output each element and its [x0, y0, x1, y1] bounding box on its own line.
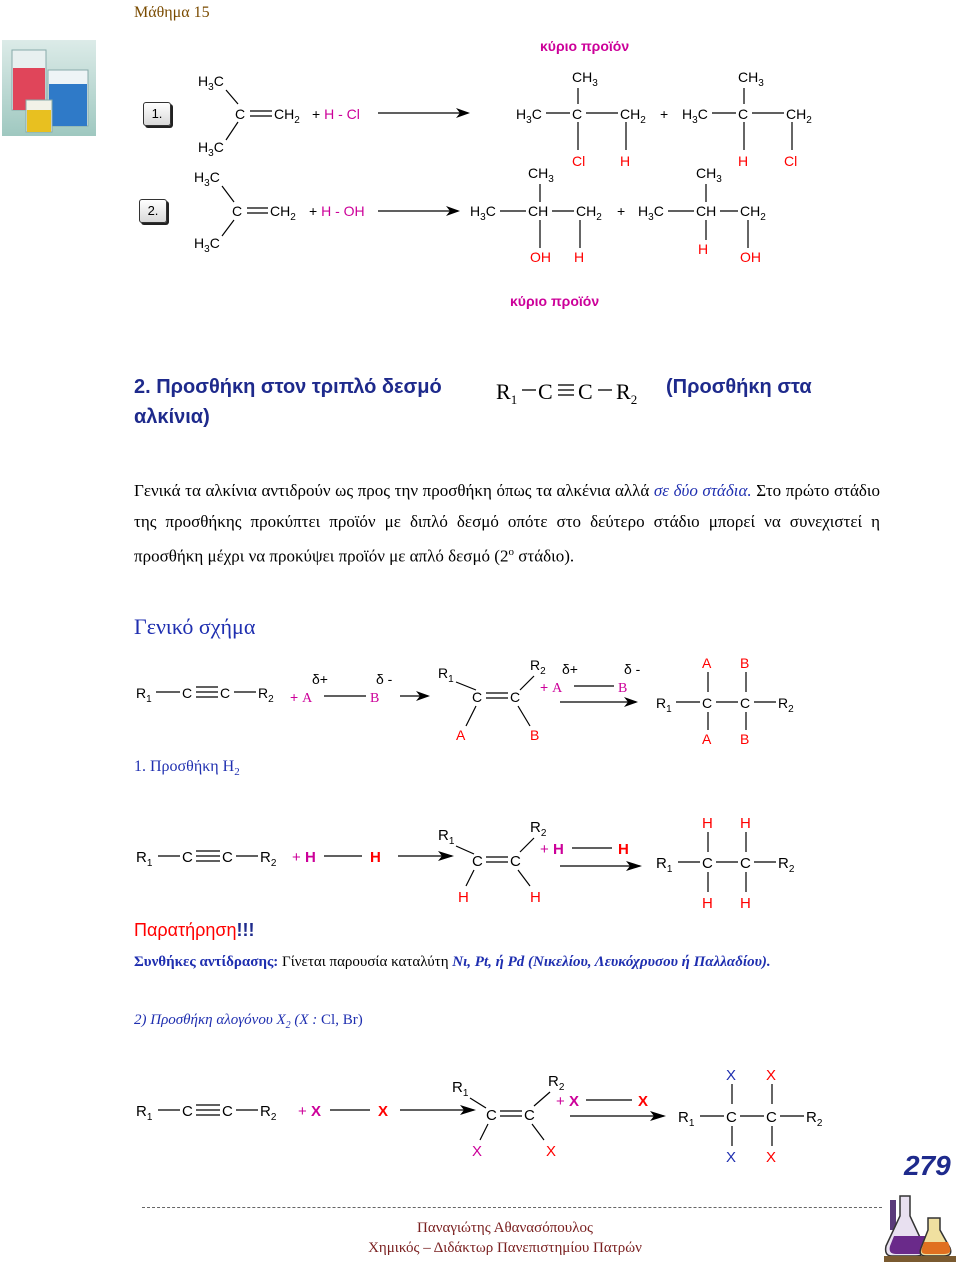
svg-text:X: X	[766, 1067, 777, 1084]
svg-text:C: C	[472, 853, 483, 870]
r2-p2-h3c: $H_3C$	[638, 203, 664, 223]
r1-h3c-top: $H_3C$	[198, 73, 224, 93]
footer-role: Χημικός – Διδάκτωρ Πανεπιστημίου Πατρών	[368, 1240, 642, 1256]
svg-text:C: C	[510, 853, 521, 870]
svg-text:R2: $R_2$	[548, 1073, 565, 1093]
r2-p1-ch3: $CH_3$	[528, 165, 554, 185]
step-2-badge: 2.	[139, 199, 167, 223]
svg-text:R2: $R_2$	[778, 695, 794, 715]
svg-text:H: H	[740, 815, 751, 832]
r1-p2-cl: Cl	[784, 153, 798, 169]
svg-text:R2: $R_2$	[260, 849, 277, 869]
section2-title	[134, 376, 442, 399]
svg-text:C: C	[486, 1107, 497, 1124]
svg-text:δ+: δ+	[312, 671, 328, 687]
svg-text:C: C	[510, 689, 521, 705]
intro-paragraph: Γενικά τα αλκίνια αντιδρούν ως προς την προσθήκη όπως τα αλκένια αλλά σε δύο στάδια. Στο πρώτο στάδιο της προσθήκης προκύπτει προϊόν με διπλό δεσμό οπότε στο δεύτερο στάδιο μπορεί να συνεχιστεί η προσθήκη μέχρι να προκύψει προϊόν με απλό δεσμό ($2^o$ στάδιο).	[134, 481, 880, 566]
svg-text:C: C	[726, 1109, 737, 1126]
svg-text:R2: $R_2$	[616, 379, 638, 407]
svg-text:B: B	[370, 691, 380, 706]
svg-text:X: X	[638, 1093, 649, 1110]
r1-p1-h3c: $H_3C$	[516, 106, 542, 126]
lab-flasks-icon	[884, 1192, 956, 1264]
svg-text:+ A: + A	[540, 679, 563, 696]
svg-text:C: C	[472, 689, 483, 705]
svg-text:B: B	[740, 731, 750, 747]
main-product-label-bottom: κύριο προϊόν	[510, 293, 600, 309]
svg-text:C: C	[538, 379, 553, 404]
svg-text:R1: $R_1$	[136, 849, 153, 869]
r2-p1-ch2: $CH_2$	[576, 203, 602, 223]
svg-text:A: A	[702, 731, 712, 747]
svg-text:C: C	[182, 849, 193, 866]
r1-h3c-bottom: $H_3C$	[198, 139, 224, 159]
r2-c: C	[232, 203, 243, 219]
r1-p1-ch2: $CH_2$	[620, 106, 646, 126]
svg-text:R1: $R_1$	[438, 827, 455, 847]
svg-text:H: H	[702, 895, 713, 912]
svg-text:A: A	[456, 727, 466, 743]
svg-text:H: H	[530, 889, 541, 906]
svg-text:X: X	[766, 1149, 777, 1166]
r2-p2-oh: OH	[740, 249, 761, 265]
svg-text:H: H	[702, 815, 713, 832]
svg-text:δ -: δ -	[376, 671, 393, 687]
svg-text:C: C	[702, 695, 713, 711]
svg-text:H: H	[740, 895, 751, 912]
svg-text:δ -: δ -	[624, 661, 641, 677]
two-stages-emphasis: σε δύο στάδια.	[653, 481, 752, 500]
triple-bond-formula	[492, 374, 662, 408]
svg-text:+ H: + H	[540, 841, 564, 858]
lesson-header: Μάθημα 15	[134, 4, 210, 21]
svg-text:B: B	[618, 681, 628, 696]
r2-reagent: + H - OH	[309, 203, 365, 219]
footer-author: Παναγιώτης Αθανασόπουλος	[417, 1220, 593, 1236]
svg-text:R1: $R_1$	[438, 665, 454, 685]
r1-p1-ch3: $CH_3$	[572, 69, 598, 89]
r2-p2-ch: CH	[696, 203, 717, 219]
svg-text:R1: $R_1$	[496, 379, 518, 407]
svg-text:+ X: + X	[556, 1093, 579, 1110]
svg-text:R2: $R_2$	[530, 657, 546, 677]
halogen-addition-title: 2) Προσθήκη αλογόνου $X_2$ (X : Cl, Br)	[134, 1012, 363, 1031]
svg-text:A: A	[702, 655, 712, 671]
r1-p1-cl: Cl	[572, 153, 586, 169]
svg-text:C: C	[222, 849, 233, 866]
svg-text:C: C	[702, 855, 713, 872]
svg-text:X: X	[472, 1143, 483, 1160]
svg-text:C: C	[578, 379, 593, 404]
r2-p1-h3c: $H_3C$	[470, 203, 496, 223]
r1-p1-c: C	[572, 106, 583, 122]
r1-reagent: + H - Cl	[312, 106, 360, 122]
note-title: Παρατήρηση!!!	[134, 920, 255, 940]
svg-text:C: C	[182, 685, 193, 701]
r2-p2-ch2: $CH_2$	[740, 203, 766, 223]
page-number: 279	[904, 1150, 951, 1181]
r1-p1-h: H	[620, 153, 631, 169]
r2-p1-h: H	[574, 249, 585, 265]
svg-text:R1: $R_1$	[452, 1079, 469, 1099]
svg-text:C: C	[740, 855, 751, 872]
svg-text:R1: $R_1$	[136, 1103, 153, 1123]
gs-r1: $R_1$	[136, 685, 152, 705]
svg-text:C: C	[524, 1107, 535, 1124]
section2-title-a: 2. Προσθήκη στον τριπλό δεσμό	[134, 376, 442, 398]
svg-text:H: H	[370, 849, 381, 866]
r2-p2-h: H	[698, 241, 709, 257]
reaction-scheme	[0, 30, 960, 320]
svg-text:R1: $R_1$	[656, 695, 672, 715]
r1-plus2: +	[660, 106, 669, 122]
halogen-addition-diagram	[0, 1060, 960, 1170]
r2-p1-oh: OH	[530, 249, 551, 265]
gs-r2: $R_2$	[258, 685, 274, 705]
svg-text:R1: $R_1$	[656, 855, 673, 875]
svg-text:B: B	[740, 655, 750, 671]
section2-title-b: (Προσθήκη στα	[666, 376, 812, 398]
r2-h3c-top: $H_3C$	[194, 169, 220, 189]
r1-p2-ch3: $CH_3$	[738, 69, 764, 89]
svg-text:H: H	[618, 841, 629, 858]
svg-text:X: X	[726, 1067, 737, 1084]
svg-text:X: X	[726, 1149, 737, 1166]
step-1-badge: 1.	[143, 102, 171, 126]
general-scheme-title: Γενικό σχήμα	[134, 614, 256, 639]
svg-text:X: X	[546, 1143, 557, 1160]
svg-text:C: C	[740, 695, 751, 711]
r1-p2-h: H	[738, 153, 749, 169]
svg-text:H: H	[458, 889, 469, 906]
main-product-label-top: κύριο προϊόν	[540, 38, 630, 54]
r1-c: C	[235, 106, 246, 122]
r2-plus2: +	[617, 203, 626, 219]
r2-h3c-bottom: $H_3C$	[194, 235, 220, 255]
svg-text:R2: $R_2$	[778, 855, 795, 875]
r1-p2-h3c: $H_3C$	[682, 106, 708, 126]
svg-text:R2: $R_2$	[806, 1109, 823, 1129]
r2-p1-ch: CH	[528, 203, 549, 219]
svg-text:C: C	[182, 1103, 193, 1120]
footer-divider	[142, 1207, 882, 1208]
svg-text:C: C	[222, 1103, 233, 1120]
svg-text:+ H: + H	[292, 849, 316, 866]
h2-addition-diagram	[0, 800, 960, 920]
r2-p2-ch3: $CH_3$	[696, 165, 722, 185]
svg-text:R2: $R_2$	[530, 819, 547, 839]
svg-text:R1: $R_1$	[678, 1109, 695, 1129]
svg-text:R2: $R_2$	[260, 1103, 277, 1123]
svg-text:C: C	[220, 685, 231, 701]
svg-text:+ X: + X	[298, 1103, 321, 1120]
r1-ch2: $CH_2$	[274, 106, 300, 126]
r1-p2-ch2: $CH_2$	[786, 106, 812, 126]
svg-text:C: C	[766, 1109, 777, 1126]
general-scheme-diagram	[0, 640, 960, 760]
svg-text:+ A: + A	[290, 689, 313, 706]
reaction-conditions: Συνθήκες αντίδρασης: Γίνεται παρουσία καταλύτη Νι, Pt, ή Pd (Νικελίου, Λευκόχρυσου ή Παλλαδίου).	[134, 954, 771, 970]
svg-text:B: B	[530, 727, 540, 743]
r1-p2-c: C	[738, 106, 749, 122]
svg-text:X: X	[378, 1103, 389, 1120]
section2-title-c: αλκίνια)	[134, 406, 210, 428]
svg-text:δ+: δ+	[562, 661, 578, 677]
r2-ch2: $CH_2$	[270, 203, 296, 223]
h2-addition-title: 1. Προσθήκη $H_2$	[134, 758, 240, 779]
